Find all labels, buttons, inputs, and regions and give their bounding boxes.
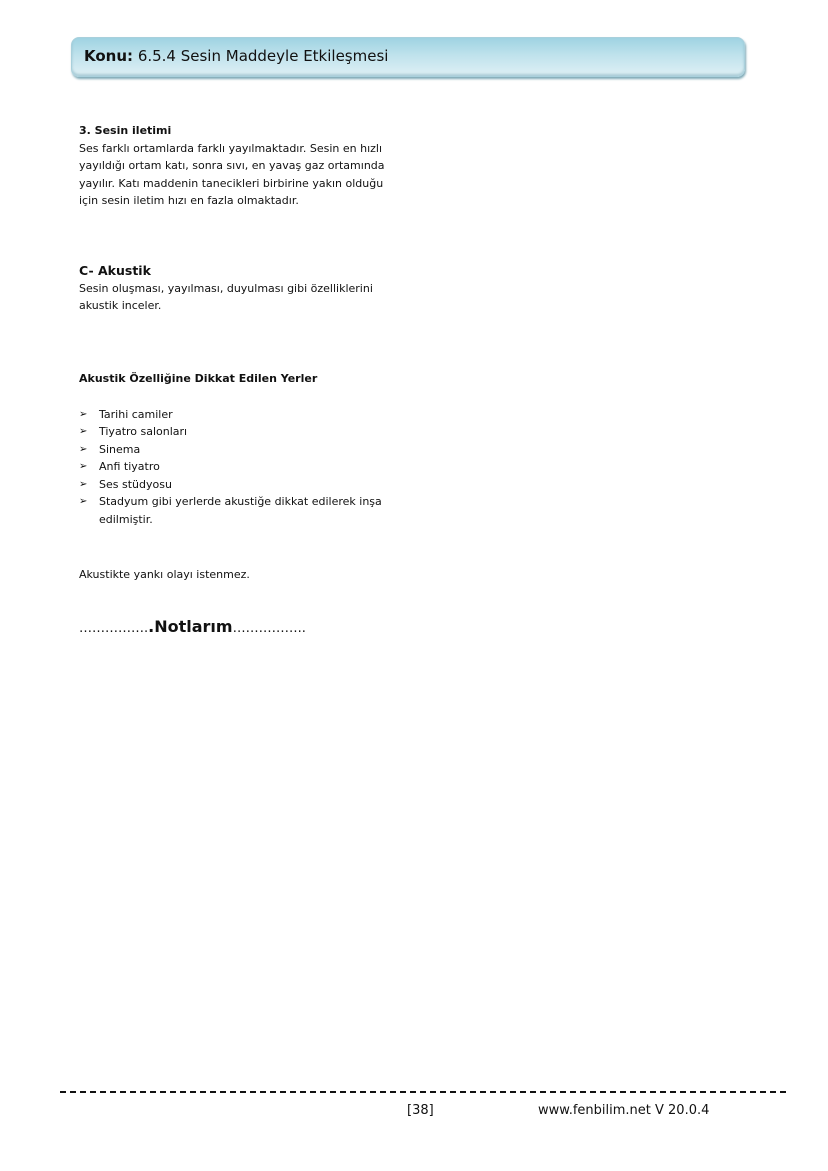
arrow-bullet-icon: ➢ [79, 461, 88, 472]
topic-name: 6.5.4 Sesin Maddeyle Etkileşmesi [137, 47, 389, 65]
section-heading: 3. Sesin iletimi [79, 124, 172, 137]
page-number: [38] [407, 1103, 434, 1118]
note-text: Akustikte yankı olayı istenmez. [79, 568, 250, 581]
paragraph-line: Sesin oluşması, yayılması, duyulması gibi özelliklerini [79, 281, 373, 295]
paragraph-line: akustik inceler. [79, 299, 162, 312]
arrow-bullet-icon: ➢ [79, 443, 88, 455]
section-sound-transmission [79, 122, 419, 210]
list-item: ➢ Anfi tiyatro [79, 458, 419, 476]
list-item: ➢ Tiyatro salonları [79, 423, 419, 441]
notes-label: .Notlarım [148, 617, 233, 636]
topic-header [71, 37, 745, 77]
list-item: ➢ Sinema [79, 441, 419, 459]
footer-website: www.fenbilim.net V 20.0.4 [538, 1103, 710, 1118]
paragraph-line: yayılır. Katı maddenin tanecikleri birbirine yakın olduğu [79, 176, 384, 190]
section-heading: C- Akustik [79, 263, 151, 278]
section-echo-note [79, 566, 419, 584]
paragraph-line: için sesin iletim hızı en fazla olmaktadır. [79, 194, 299, 207]
section-acoustic-places [79, 370, 419, 528]
list-item: ➢ Stadyum gibi yerlerde akustiğe dikkat edilerek inşa edilmiştir. [79, 495, 382, 526]
paragraph-line: Ses farklı ortamlarda farklı yayılmaktadır. Sesin en hızlı [79, 141, 383, 155]
arrow-bullet-icon: ➢ [79, 426, 88, 437]
topic-label: Konu: [84, 47, 134, 65]
section-acoustics [79, 262, 419, 315]
list-item: ➢ Tarihi camiler [79, 406, 419, 424]
notes-heading: ……………..Notlarım…………….. [79, 617, 306, 636]
topic-title [84, 47, 388, 65]
paragraph-line: yayıldığı ortam katı, sonra sıvı, en yavaş gaz ortamında [79, 159, 385, 172]
arrow-bullet-icon: ➢ [79, 408, 88, 420]
places-list [79, 406, 419, 529]
arrow-bullet-icon: ➢ [79, 478, 88, 490]
arrow-bullet-icon: ➢ [79, 496, 88, 507]
list-item: ➢ Ses stüdyosu [79, 476, 419, 494]
footer-divider [60, 1091, 786, 1093]
section-heading: Akustik Özelliğine Dikkat Edilen Yerler [79, 372, 318, 385]
